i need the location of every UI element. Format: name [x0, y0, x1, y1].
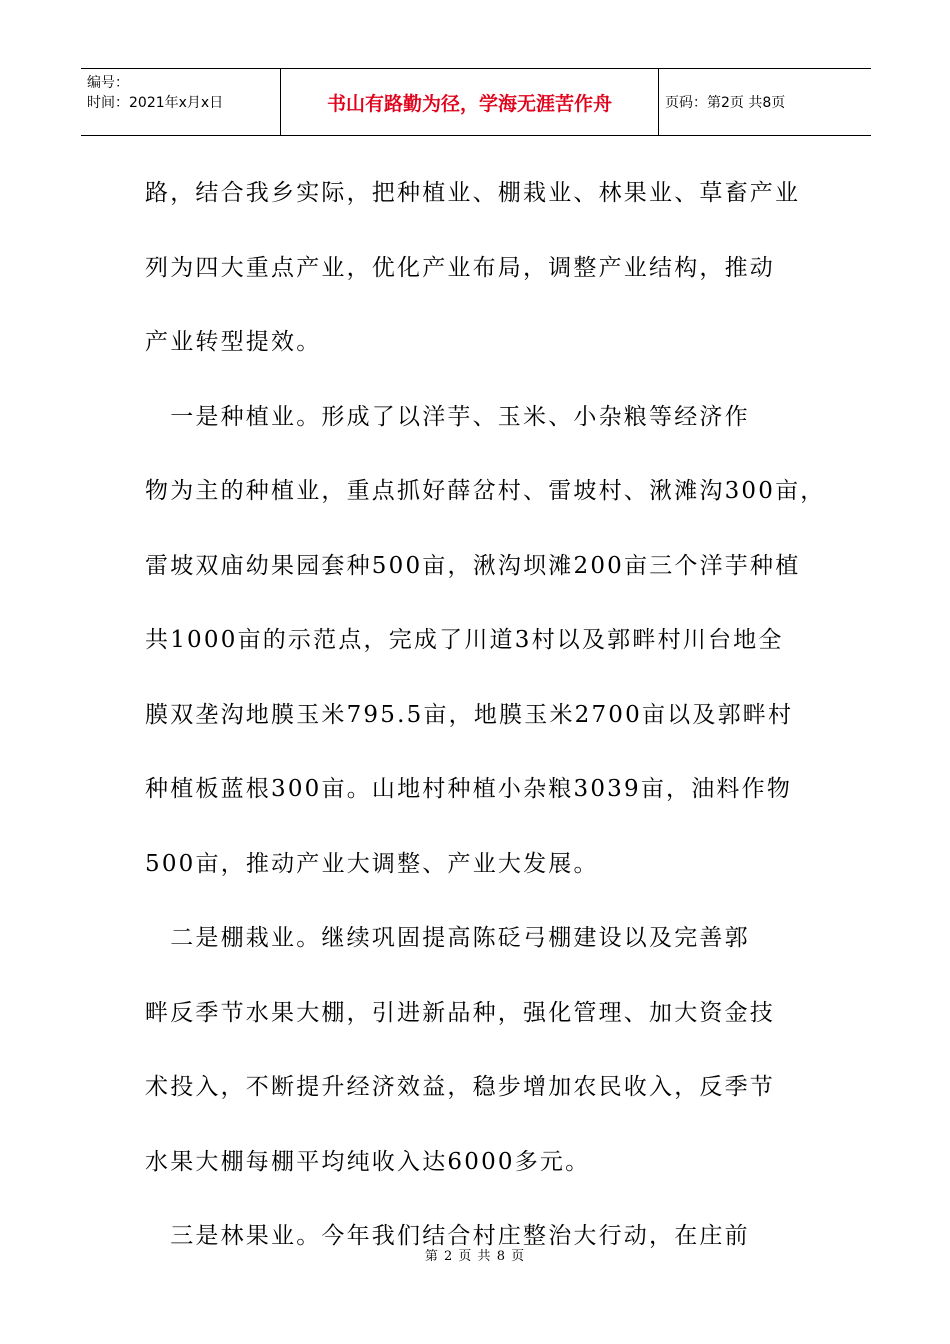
body-line: 三是林果业。今年我们结合村庄整治大行动，在庄前 [145, 1223, 750, 1249]
body-line: 500亩，推动产业大调整、产业大发展。 [145, 850, 599, 877]
body-line: 一是种植业。形成了以洋芋、玉米、小杂粮等经济作 [145, 403, 750, 430]
body-line: 术投入，不断提升经济效益，稳步增加农民收入，反季节 [145, 1074, 775, 1100]
body-line: 物为主的种植业，重点抓好薛岔村、雷坡村、湫滩沟300亩， [145, 478, 826, 504]
body-line: 列为四大重点产业，优化产业布局，调整产业结构，推动 [145, 254, 775, 281]
document-number-label: 编号： [87, 75, 129, 91]
body-line: 膜双垄沟地膜玉米795.5亩，地膜玉米2700亩以及郭畔村 [145, 701, 794, 728]
body-line: 畔反季节水果大棚，引进新品种，强化管理、加大资金技 [145, 999, 775, 1026]
body-line: 水果大棚每棚平均纯收入达6000多元。 [145, 1148, 591, 1175]
body-line: 种植板蓝根300亩。山地村种植小杂粮3039亩，油料作物 [145, 776, 793, 802]
header-meta [81, 69, 281, 135]
body-line: 共1000亩的示范点，完成了川道3村以及郭畔村川台地全 [145, 627, 784, 653]
page-header [81, 68, 871, 136]
page-footer: 第 2 页 共 8 页 [424, 1249, 526, 1264]
body-line: 产业转型提效。 [145, 329, 322, 355]
document-time-label: 时间：2021年x月x日 [87, 95, 224, 111]
body-line: 路，结合我乡实际，把种植业、棚栽业、林果业、草畜产业 [145, 180, 801, 206]
document-body [145, 156, 826, 1274]
body-line: 雷坡双庙幼果园套种500亩，湫沟坝滩200亩三个洋芋种植 [145, 552, 801, 579]
header-page-info: 页码：第2页 共8页 [665, 95, 786, 111]
header-motto: 书山有路勤为径，学海无涯苦作舟 [281, 69, 659, 135]
body-line: 二是棚栽业。继续巩固提高陈砭弓棚建设以及完善郭 [145, 925, 750, 951]
